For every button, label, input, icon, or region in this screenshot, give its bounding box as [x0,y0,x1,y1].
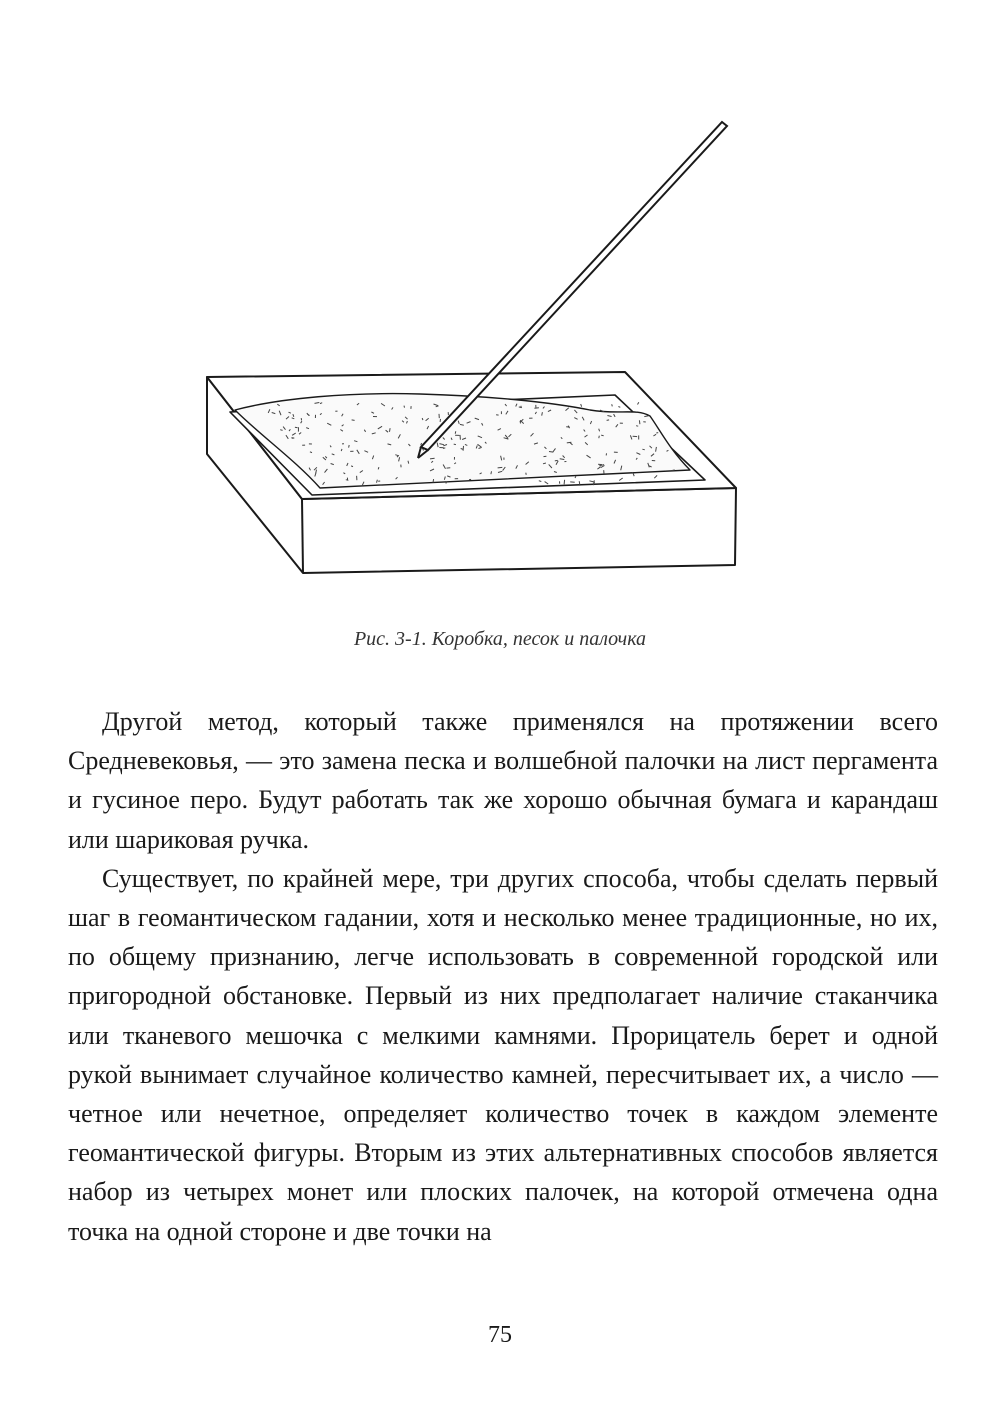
body-text [68,702,938,1251]
figure-box-sand-stick [190,110,770,590]
paragraph-1: Другой метод, который также применялся на протяжении всего Средневековья, — это замена песка и волшебной палочки на лист пергамента и гусиное перо. Будут работать так же хорошо обычная бумага и карандаш или шариковая ручка. [68,707,938,854]
page-number: 75 [488,1322,512,1348]
paragraph-2: Существует, по крайней мере, три других способа, чтобы сделать первый шаг в геомантическом гадании, хотя и несколько менее традиционные, но их, по общему признанию, легче использовать в современной городской или пригородной обстановке. Первый из них предполагает наличие стаканчика или тканевого мешочка с мелкими камнями. Прорицатель берет и одной рукой вынимает случайное количество камней, пересчитывает их, а число — четное или нечетное, определяет количество точек в каждом элементе геомантической фигуры. Вторым из этих альтернативных способов является набор из четырех монет или плоских палочек, на которой отмечена одна точка на одной стороне и две точки на [68,863,938,1246]
figure-caption: Рис. 3-1. Коробка, песок и палочка [353,628,647,650]
box-sand-stick-illustration [190,110,770,590]
